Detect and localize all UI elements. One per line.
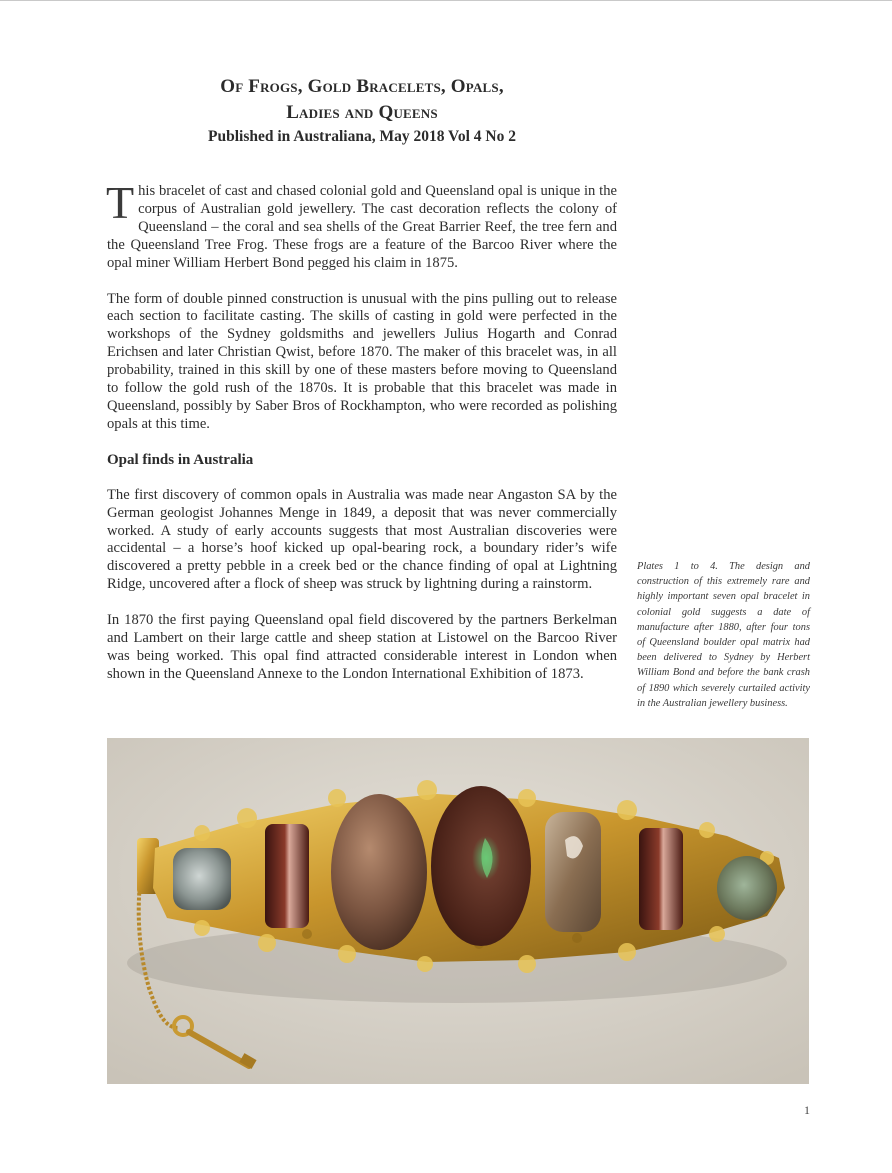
title-line-2: Ladies and Queens bbox=[286, 102, 438, 123]
paragraph-1 bbox=[106, 177, 617, 273]
article-body bbox=[106, 177, 617, 702]
opal-1 bbox=[173, 848, 231, 910]
paragraph-2: The form of double pinned construction is unusual with the pins pulling out to release each section to facilitate casting. The skills of casting in gold were perfected in the workshops of the Sydney goldsmiths and jewellers Julius Hogarth and Conrad Erichsen and later Christian Qwist, before 1870. The maker of this bracelet was, in all probability, trained in this skill by one of these masters before moving to Queensland to follow the gold rush of the 1870s. It is probable that this bracelet was made in Queensland, possibly by Saber Bros of Rockhampton, who were recorded as polishing opals at this time. bbox=[107, 290, 617, 432]
drop-cap: T bbox=[106, 177, 135, 228]
plate-caption: Plates 1 to 4. The design and construction of this extremely rare and highly important seven opal bracelet in colonial gold suggests a date of manufacture after 1880, after four tons of Queensland boulder opal matrix had been delivered to Sydney by Herbert William Bond and before the bank crash of 1890 which severely curtailed activity in the Australian jewellery business. bbox=[637, 561, 810, 709]
opal-2 bbox=[265, 824, 309, 928]
bracelet-photo bbox=[107, 738, 809, 1084]
opal-5 bbox=[545, 812, 601, 932]
publication-subtitle: Published in Australiana, May 2018 Vol 4 No 2 bbox=[208, 128, 516, 145]
section-heading: Opal finds in Australia bbox=[107, 451, 254, 468]
opal-3 bbox=[331, 794, 427, 950]
page-top-border bbox=[0, 0, 892, 1]
paragraph-3: The first discovery of common opals in Australia was made near Angaston SA by the German geologist Johannes Menge in 1849, a deposit that was never commercially worked. A study of early accounts suggests that most Australian discoveries were accidental – a horse’s hoof kicked up opal-bearing rock, a boundary rider’s wife discovered a pretty pebble in a creek bed or the chance finding of opal at Lightning Ridge, uncovered after a flock of sheep was struck by lightning during a rainstorm. bbox=[107, 486, 617, 593]
paragraph-1-text: his bracelet of cast and chased colonial gold and Queensland opal is unique in the corpus of Australian gold jewellery. The cast decoration reflects the colony of Queensland – the coral and sea shells of the Great Barrier Reef, the tree fern and the Queensland Tree Frog. These frogs are a feature of the Barcoo River where the opal miner William Herbert Bond pegged his claim in 1875. bbox=[107, 183, 617, 271]
opal-7 bbox=[717, 856, 777, 920]
opal-4 bbox=[431, 786, 531, 946]
title-line-1: Of Frogs, Gold Bracelets, Opals, bbox=[220, 76, 504, 97]
opal-6 bbox=[639, 828, 683, 930]
page-number: 1 bbox=[804, 1103, 810, 1117]
paragraph-4: In 1870 the first paying Queensland opal field discovered by the partners Berkelman and Lambert on their large cattle and sheep station at Listowel on the Barcoo River was being worked. This opal find attracted considerable interest in London when shown in the Queensland Annexe to the London International Exhibition of 1873. bbox=[107, 612, 617, 682]
article-title bbox=[107, 74, 617, 126]
